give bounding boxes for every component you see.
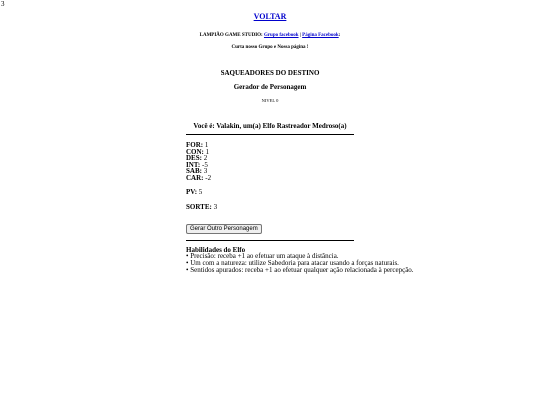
stat-value: -2 <box>205 173 212 182</box>
level-label: NIVEL 0 <box>261 98 279 103</box>
facebook-group-link[interactable]: Grupo facebook <box>263 33 299 38</box>
stat-value: 3 <box>203 167 208 176</box>
facebook-page-link[interactable]: Página Facebook <box>302 33 339 38</box>
stat-label: SAB: <box>186 167 202 176</box>
stat-label: FOR: <box>186 141 204 149</box>
ability-item: • Sentidos apurados: receba +1 ao efetuar qualquer ação relacionada à percepção. <box>186 266 414 274</box>
stats-list <box>186 142 354 182</box>
stat-row <box>186 162 354 169</box>
stat-label: CAR: <box>186 173 204 182</box>
stat-value: 1 <box>205 147 210 156</box>
stat-value: -5 <box>202 160 208 169</box>
back-link-container <box>0 12 540 21</box>
ability-item: • Um com a natureza: utilize Sabedoria para atacar usando a forças naturais. <box>186 259 399 267</box>
abilities-title: Habilidades do Elfo <box>186 246 246 254</box>
pv-row <box>186 188 354 196</box>
stat-row <box>186 168 354 175</box>
back-link[interactable]: VOLTAR <box>253 12 287 21</box>
stat-row <box>186 175 354 182</box>
character-summary: Você é: Valakin, um(a) Elfo Rastreador Medroso(a) <box>193 122 347 130</box>
stat-value: 2 <box>203 154 208 163</box>
sorte-value: 3 <box>213 203 218 211</box>
page-subtitle: Gerador de Personagem <box>233 83 307 91</box>
pv-label: PV: <box>186 188 198 196</box>
curta-text: Curta nosso Grupo e Nossa página ! <box>231 45 309 50</box>
link-separator: | <box>298 33 303 38</box>
studio-name: LAMPIÃO GAME STUDIO: <box>199 33 264 38</box>
abilities-list <box>186 253 486 274</box>
studio-suffix: : <box>338 33 341 38</box>
page-number: 3 <box>1 0 5 8</box>
divider <box>186 134 354 135</box>
sorte-label: SORTE: <box>186 203 212 211</box>
stat-row <box>186 142 354 149</box>
stat-label: INT: <box>186 160 201 169</box>
page-title: SAQUEADORES DO DESTINO <box>220 69 320 77</box>
stat-row <box>186 155 354 162</box>
sorte-row <box>186 203 354 211</box>
ability-item: • Precisão: receba +1 ao efetuar um ataque à distância. <box>186 252 339 260</box>
divider <box>186 240 354 241</box>
pv-value: 5 <box>198 188 203 196</box>
stat-row <box>186 149 354 156</box>
stat-value: 1 <box>204 141 209 149</box>
generate-character-button[interactable]: Gerar Outro Personagem <box>186 224 262 234</box>
studio-line <box>0 33 540 38</box>
stat-label: DES: <box>186 154 202 163</box>
stat-label: CON: <box>186 147 204 156</box>
